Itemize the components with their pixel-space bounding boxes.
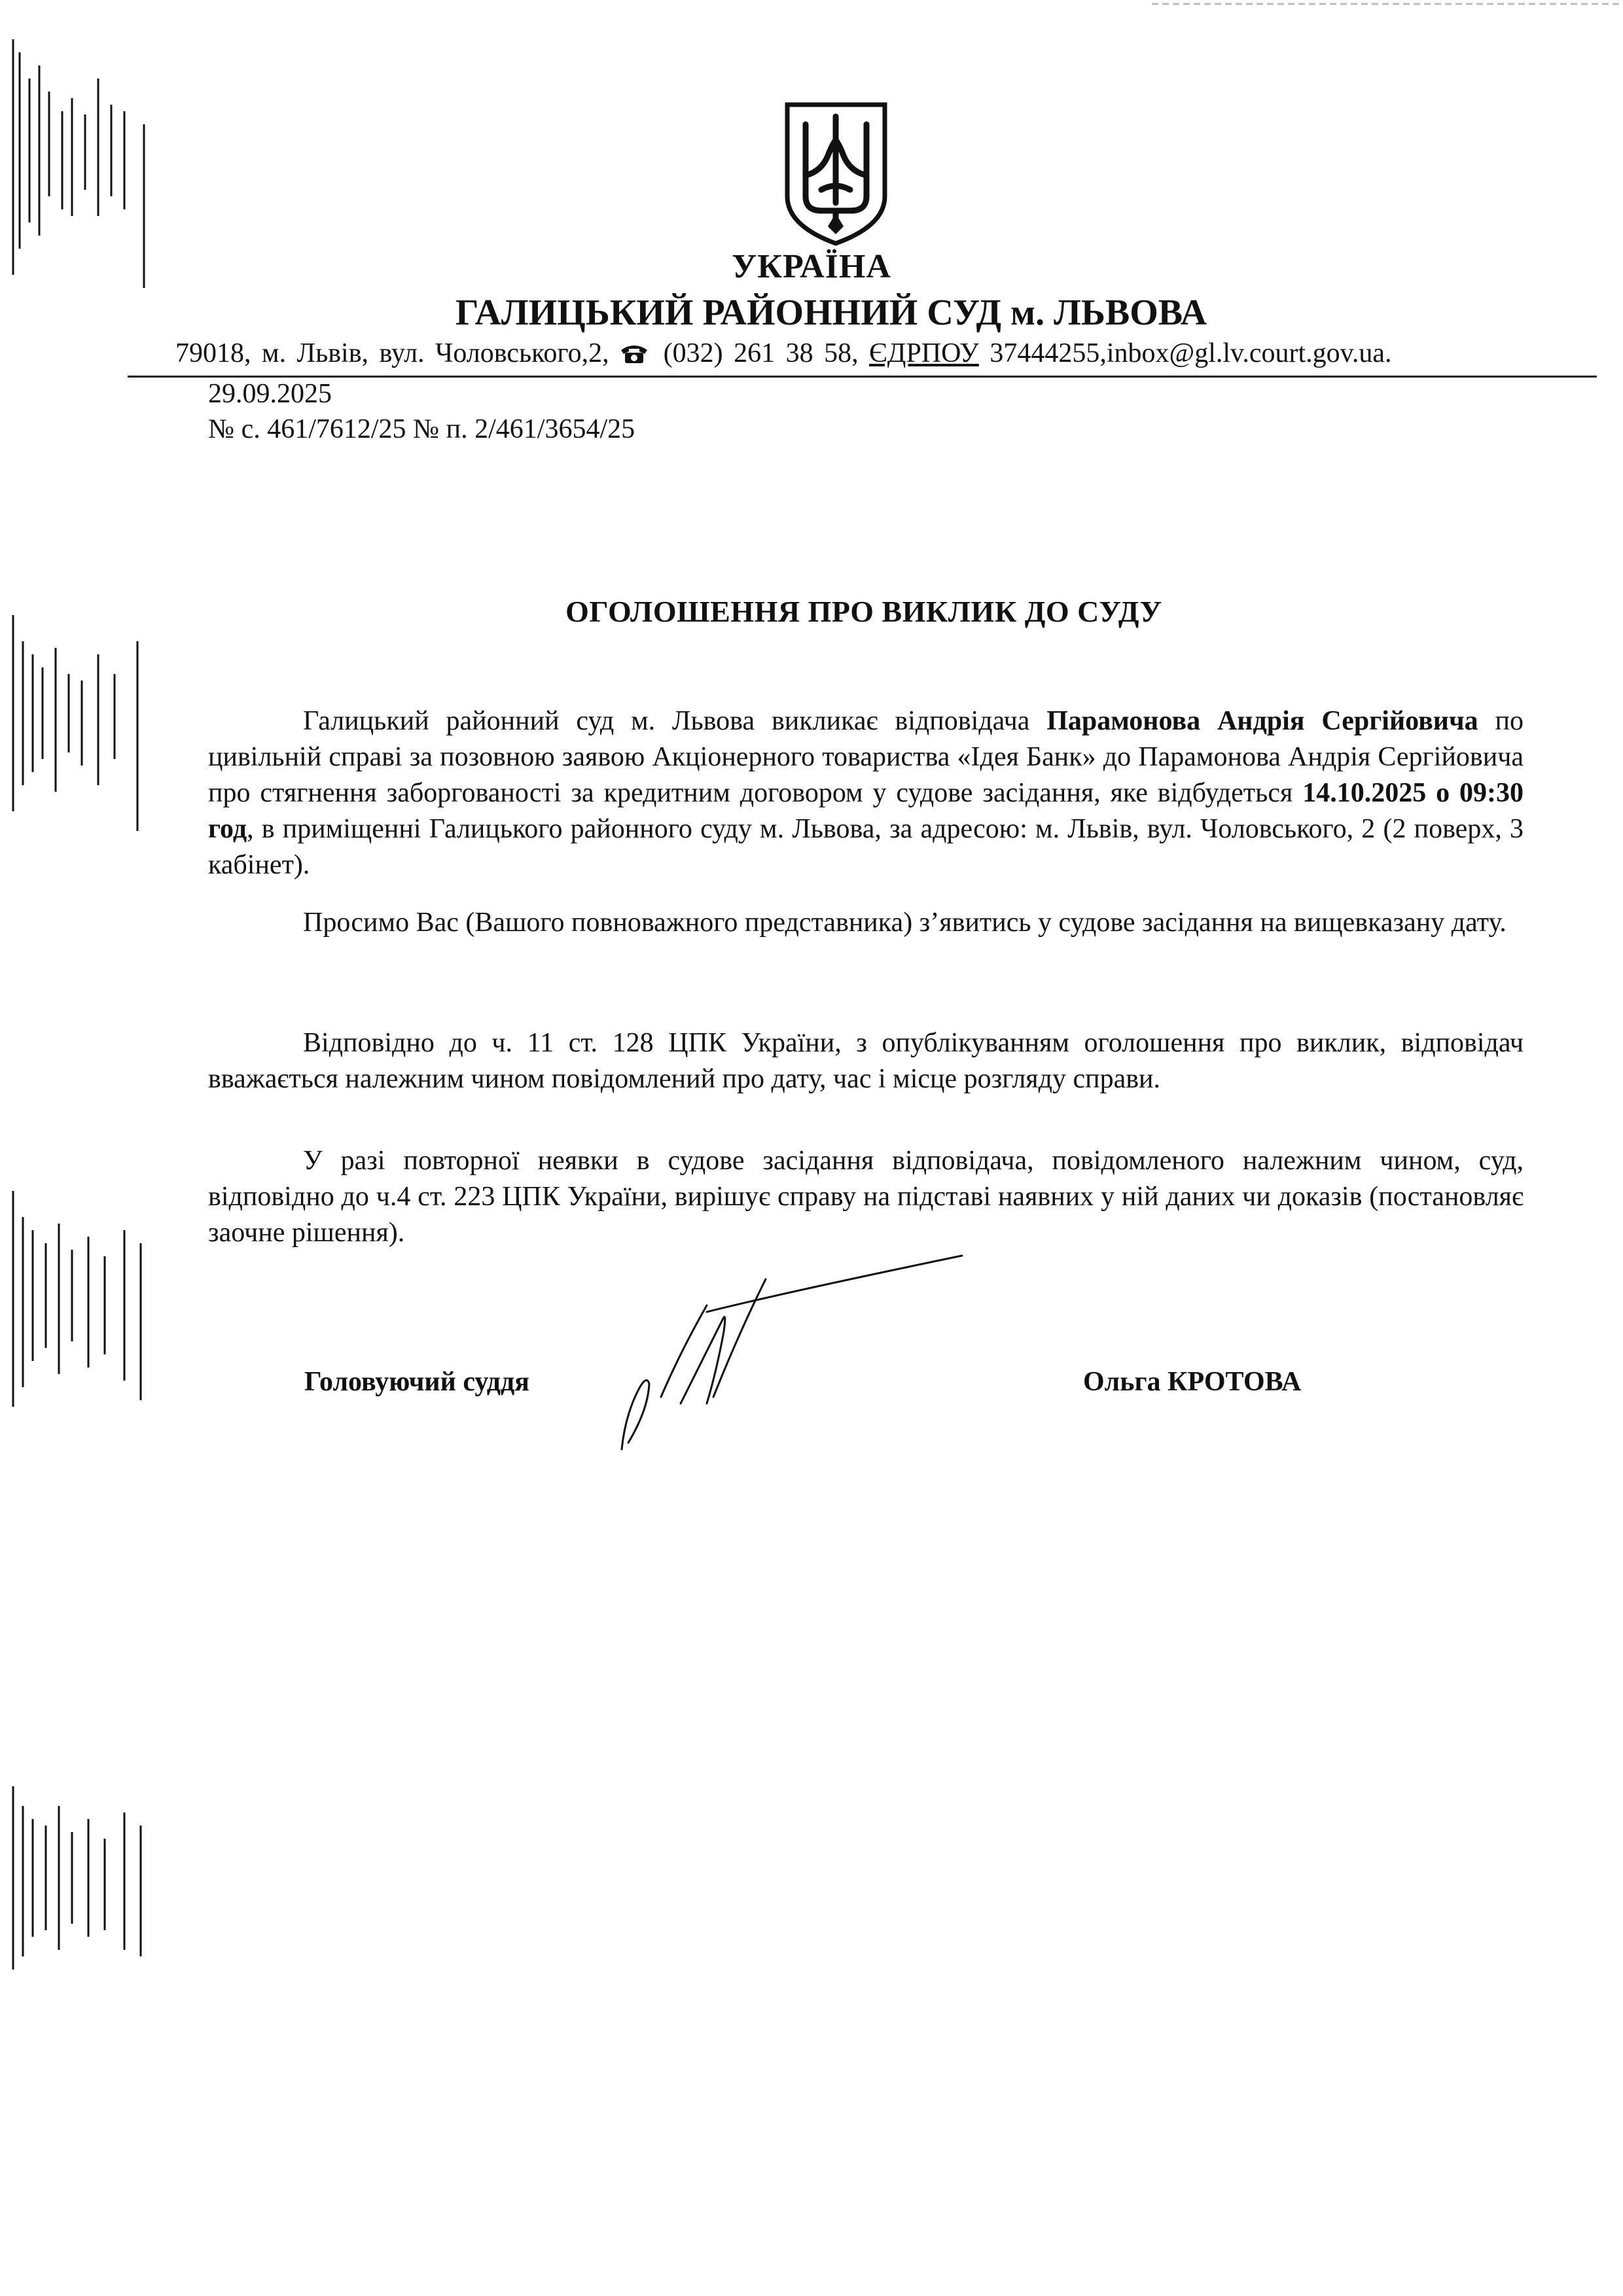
- p2-text: Просимо Вас (Вашого повноважного представника) з’явитись у судове засідання на вищевказану дату.: [303, 908, 1507, 938]
- p1-text-a: Галицький районний суд м. Львова викликає відповідача: [303, 706, 1047, 736]
- hearing-datetime: 14.10.2025 о 09:30 год: [208, 778, 1524, 844]
- address-prefix: 79018, м. Львів, вул. Чоловського,2,: [175, 338, 609, 368]
- court-name-heading: ГАЛИЦЬКИЙ РАЙОННИЙ СУД м. ЛЬВОВА: [455, 292, 1207, 333]
- document-title: ОГОЛОШЕННЯ ПРО ВИКЛИК ДО СУДУ: [565, 595, 1162, 628]
- trident-emblem-icon: [782, 98, 890, 249]
- phone-number: (032) 261 38 58,: [663, 338, 859, 368]
- paragraph-absence: [208, 1143, 1524, 1251]
- handwritten-signature-icon: [609, 1253, 975, 1462]
- court-address-line: [175, 338, 1392, 369]
- paragraph-request: [208, 905, 1524, 941]
- scan-noise-left: [0, 0, 170, 2296]
- defendant-name: Парамонова Андрія Сергійовича: [1046, 706, 1478, 736]
- scan-noise-top: [1152, 0, 1623, 13]
- edrpou-label: ЄДРПОУ: [869, 338, 979, 368]
- telephone-icon: [620, 342, 649, 364]
- judge-name: Ольга КРОТОВА: [1083, 1367, 1302, 1397]
- case-number: № с. 461/7612/25 № п. 2/461/3654/25: [208, 414, 635, 444]
- paragraph-summons: [208, 703, 1524, 883]
- paragraph-notice: [208, 1025, 1524, 1097]
- p1-text-c: по цивільній справі за позовною заявою Акціонерного товариства «Ідея Банк» до Парамонова Андрія Сергійовича про стягнення заборгованості за кредитним договором у судове засідання, яке відбудеться: [208, 706, 1524, 808]
- p3-text: Відповідно до ч. 11 ст. 128 ЦПК України, з опублікуванням оголошення про виклик, відповідач вважається належним чином повідомлений про дату, час і місце розгляду справи.: [208, 1028, 1524, 1094]
- p4-text: У разі повторної неявки в судове засідання відповідача, повідомленого належним чином, суд, відповідно до ч.4 ст. 223 ЦПК України, вирішує справу на підставі наявних у ній даних чи доказів (постановляє заочне рішення).: [208, 1146, 1524, 1248]
- p1-text-e: , в приміщенні Галицького районного суду м. Львова, за адресою: м. Львів, вул. Чоловського, 2 (2 поверх, 3 кабінет).: [208, 814, 1524, 880]
- document-date: 29.09.2025: [208, 379, 332, 409]
- judge-role: Головуючий суддя: [304, 1367, 529, 1397]
- address-suffix: 37444255,inbox@gl.lv.court.gov.ua.: [990, 338, 1392, 368]
- header-rule: [128, 376, 1597, 378]
- country-heading: УКРАЇНА: [732, 248, 891, 285]
